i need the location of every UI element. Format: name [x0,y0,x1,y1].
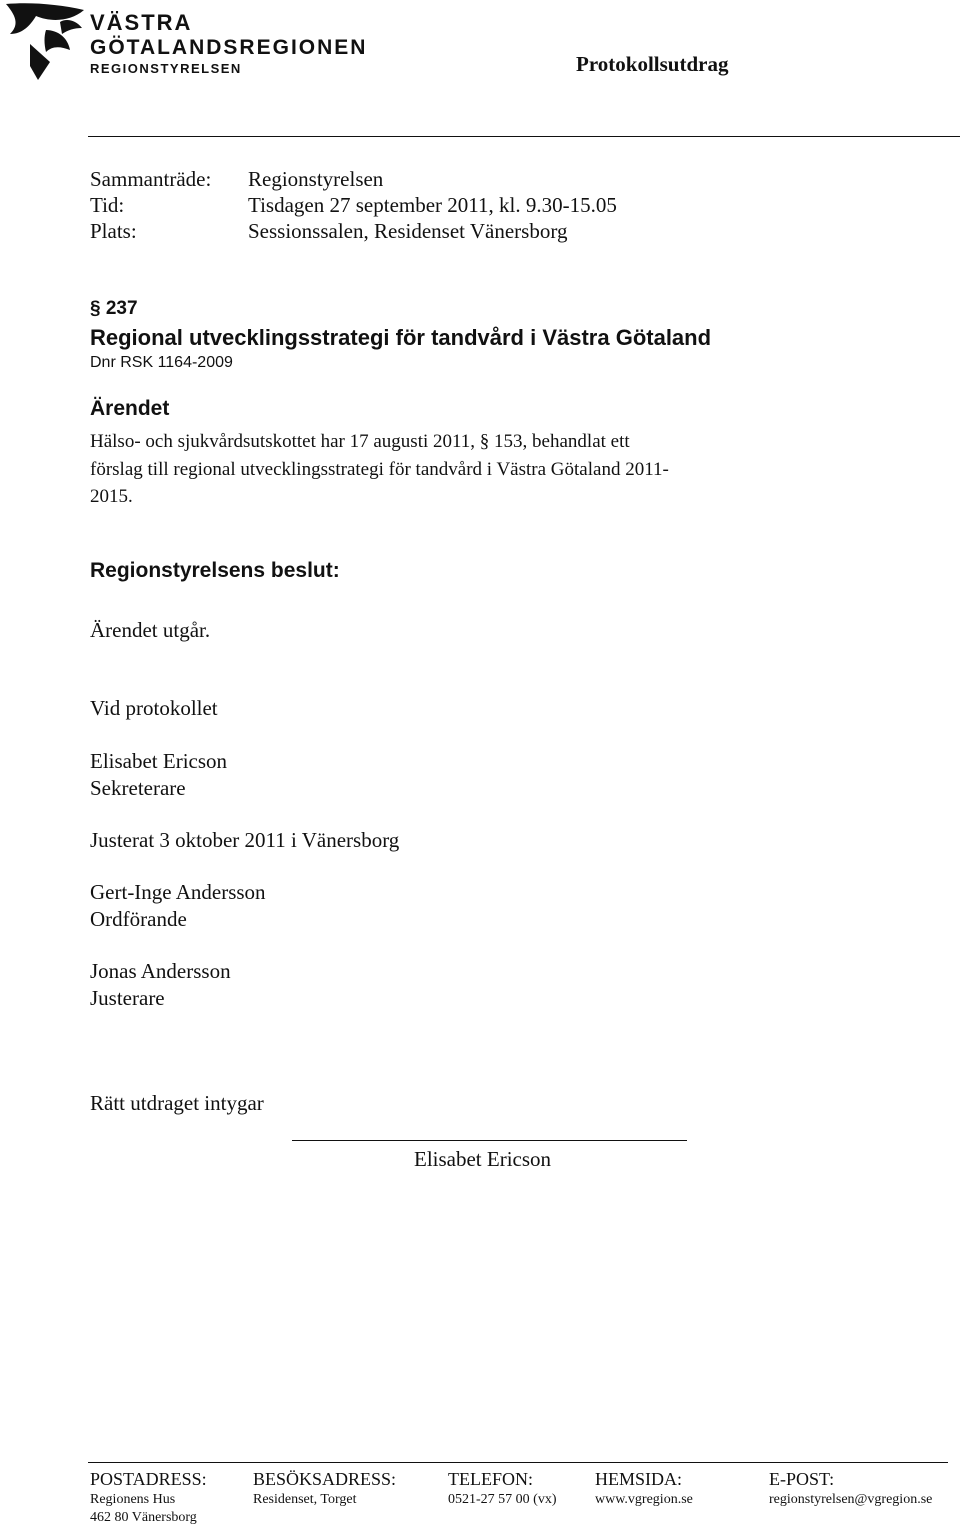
footer-postadress-line1: Regionens Hus [90,1492,176,1507]
footer-hemsida-label: HEMSIDA: [595,1469,683,1489]
meta-label-plats: Plats: [90,219,137,243]
footer-postadress-label: POSTADRESS: [90,1469,207,1489]
meta-value-sammantrade: Regionstyrelsen [248,167,384,191]
arendet-line: förslag till regional utvecklingsstrategi för tandvård i Västra Götaland 2011- [90,459,669,480]
document-type-title: Protokollsutdrag [576,52,729,76]
organization-logo [0,0,380,82]
footer-besoksadress-label: BESÖKSADRESS: [253,1469,397,1489]
item-title: Regional utvecklingsstrategi för tandvård i Västra Götaland [90,325,712,350]
beslut-heading: Regionstyrelsens beslut: [90,559,340,582]
footer-postadress-line2: 462 80 Vänersborg [90,1510,197,1525]
section-number: § 237 [90,298,138,319]
beslut-text: Ärendet utgår. [90,618,211,642]
justerat-text: Justerat 3 oktober 2011 i Vänersborg [90,828,400,852]
chair-name: Gert-Inge Andersson [90,880,266,904]
logo-text-regionstyrelsen: REGIONSTYRELSEN [90,61,242,76]
footer-epost-label: E-POST: [769,1469,835,1489]
vid-protokollet: Vid protokollet [90,696,218,720]
footer-besoksadress-value: Residenset, Torget [253,1492,357,1507]
header-divider [88,136,960,137]
region-emblem-icon [0,0,88,80]
signature-line [292,1140,687,1141]
chair-role: Ordförande [90,907,187,931]
meta-value-plats: Sessionssalen, Residenset Vänersborg [248,219,568,243]
adjuster-role: Justerare [90,986,165,1010]
arendet-line: Hälso- och sjukvårdsutskottet har 17 augusti 2011, § 153, behandlat ett [90,431,630,452]
certifier-name: Elisabet Ericson [414,1147,552,1171]
secretary-name: Elisabet Ericson [90,749,228,773]
meta-value-tid: Tisdagen 27 september 2011, kl. 9.30-15.05 [248,193,617,217]
footer-telefon-value: 0521-27 57 00 (vx) [448,1492,557,1507]
ratt-utdraget-intygar: Rätt utdraget intygar [90,1091,264,1115]
footer-hemsida-value: www.vgregion.se [595,1492,693,1507]
logo-text-gotalandsregionen: GÖTALANDSREGIONEN [90,36,368,59]
arendet-line: 2015. [90,486,133,507]
secretary-role: Sekreterare [90,776,186,800]
logo-text-vastra: VÄSTRA [90,10,193,35]
meta-label-sammantrade: Sammanträde: [90,167,212,191]
diary-number: Dnr RSK 1164-2009 [90,354,233,371]
footer-telefon-label: TELEFON: [448,1469,533,1489]
adjuster-name: Jonas Andersson [90,959,231,983]
footer-divider [88,1462,948,1463]
footer-epost-value: regionstyrelsen@vgregion.se [769,1492,933,1507]
arendet-heading: Ärendet [90,397,170,420]
meta-label-tid: Tid: [90,193,125,217]
